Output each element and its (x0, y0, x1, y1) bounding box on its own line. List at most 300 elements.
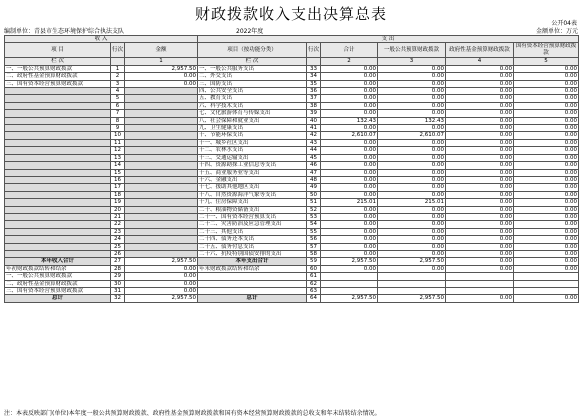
income-item-cell (5, 110, 111, 117)
capital-cell: 0.00 (514, 139, 579, 146)
income-line-cell: 27 (111, 258, 125, 265)
general-cell: 0.00 (378, 184, 446, 191)
income-line-cell: 28 (111, 265, 125, 272)
income-amount-cell (125, 243, 198, 250)
income-line-cell: 8 (111, 117, 125, 124)
expense-item-cell: 年末财政拨款结转和结余 (198, 265, 307, 272)
expense-item-cell: 十八、自然资源海洋气象等支出 (198, 191, 307, 198)
line-header-2: 行次 (307, 43, 321, 58)
income-line-cell: 9 (111, 125, 125, 132)
budget-table (4, 35, 579, 303)
capital-cell: 0.00 (514, 169, 579, 176)
expense-line-cell: 47 (307, 169, 321, 176)
expense-item-cell: 十七、援助其他地区支出 (198, 184, 307, 191)
general-cell: 0.00 (378, 65, 446, 72)
table-row (5, 110, 579, 117)
total-cell: 0.00 (321, 95, 378, 102)
expense-line-cell: 57 (307, 243, 321, 250)
income-line-cell: 16 (111, 176, 125, 183)
income-line-cell: 32 (111, 295, 125, 302)
func-item-header: 项目（按功能分类） (198, 43, 307, 58)
income-amount-cell (125, 213, 198, 220)
income-line-cell: 5 (111, 95, 125, 102)
fund-cell: 0.00 (446, 65, 514, 72)
fund-cell (446, 273, 514, 280)
income-line-cell: 15 (111, 169, 125, 176)
income-line-cell: 18 (111, 191, 125, 198)
income-line-cell: 31 (111, 288, 125, 295)
general-cell: 0.00 (378, 265, 446, 272)
income-line-cell: 23 (111, 228, 125, 235)
expense-item-cell: 三、国防支出 (198, 80, 307, 87)
capital-cell: 0.00 (514, 73, 579, 80)
fund-cell: 0.00 (446, 199, 514, 206)
income-amount-cell (125, 169, 198, 176)
income-line-cell: 30 (111, 280, 125, 287)
table-row (5, 199, 579, 206)
table-row (5, 295, 579, 302)
expense-item-cell: 六、科学技术支出 (198, 102, 307, 109)
expense-line-cell: 36 (307, 88, 321, 95)
total-cell: 0.00 (321, 221, 378, 228)
table-row (5, 243, 579, 250)
table-row (5, 236, 579, 243)
expense-item-cell: 一、一般公共服务支出 (198, 65, 307, 72)
table-row (5, 147, 579, 154)
general-cell: 0.00 (378, 243, 446, 250)
expense-line-cell: 58 (307, 250, 321, 257)
income-amount-cell: 0.00 (125, 288, 198, 295)
expense-line-cell: 62 (307, 280, 321, 287)
table-row (5, 250, 579, 257)
expense-line-cell: 34 (307, 73, 321, 80)
general-cell: 0.00 (378, 139, 446, 146)
income-item-cell (5, 139, 111, 146)
expense-item-cell: 十六、金融支出 (198, 176, 307, 183)
expense-line-cell: 38 (307, 102, 321, 109)
expense-line-cell: 53 (307, 213, 321, 220)
income-amount-cell (125, 139, 198, 146)
income-amount-cell: 2,957.50 (125, 65, 198, 72)
income-item-cell: 一、一般公共预算财政拨款 (5, 65, 111, 72)
total-cell: 0.00 (321, 213, 378, 220)
total-cell: 0.00 (321, 243, 378, 250)
fund-cell (446, 280, 514, 287)
table-row (5, 95, 579, 102)
fund-cell: 0.00 (446, 213, 514, 220)
general-cell: 0.00 (378, 95, 446, 102)
income-item-cell (5, 243, 111, 250)
fund-cell: 0.00 (446, 125, 514, 132)
fund-cell: 0.00 (446, 206, 514, 213)
expense-line-cell: 55 (307, 228, 321, 235)
total-cell: 0.00 (321, 147, 378, 154)
income-item-cell: 本年收入合计 (5, 258, 111, 265)
income-amount-cell (125, 110, 198, 117)
income-line-cell: 24 (111, 236, 125, 243)
total-cell: 2,610.07 (321, 132, 378, 139)
total-cell: 0.00 (321, 65, 378, 72)
total-cell (321, 273, 378, 280)
general-cell: 0.00 (378, 228, 446, 235)
income-amount-cell (125, 236, 198, 243)
general-cell: 0.00 (378, 176, 446, 183)
total-cell: 0.00 (321, 236, 378, 243)
income-header: 收 入 (5, 36, 198, 43)
general-cell: 0.00 (378, 102, 446, 109)
expense-item-cell (198, 280, 307, 287)
general-cell (378, 288, 446, 295)
total-cell: 2,957.50 (321, 258, 378, 265)
expense-item-cell: 十五、商业服务业等支出 (198, 169, 307, 176)
fund-cell: 0.00 (446, 295, 514, 302)
fund-cell: 0.00 (446, 162, 514, 169)
fund-cell: 0.00 (446, 102, 514, 109)
fund-cell: 0.00 (446, 221, 514, 228)
expense-line-cell: 54 (307, 221, 321, 228)
income-item-cell (5, 184, 111, 191)
income-item-cell (5, 221, 111, 228)
expense-line-cell: 37 (307, 95, 321, 102)
income-item-cell (5, 88, 111, 95)
income-item-cell (5, 213, 111, 220)
total-cell: 0.00 (321, 265, 378, 272)
general-cell: 0.00 (378, 206, 446, 213)
item-header: 项 目 (5, 43, 111, 58)
income-line-cell: 11 (111, 139, 125, 146)
income-line-cell: 4 (111, 88, 125, 95)
expense-line-cell: 33 (307, 65, 321, 72)
expense-item-cell: 七、文化旅游体育与传媒支出 (198, 110, 307, 117)
expense-item-cell: 十、节能环保支出 (198, 132, 307, 139)
table-row (5, 117, 579, 124)
income-amount-cell (125, 191, 198, 198)
col-num-1: 1 (125, 58, 198, 65)
expense-item-cell: 总计 (198, 295, 307, 302)
income-item-cell: 年初财政拨款结转和结余 (5, 265, 111, 272)
table-row (5, 265, 579, 272)
income-item-cell (5, 176, 111, 183)
table-row (5, 125, 579, 132)
table-row (5, 280, 579, 287)
total-cell: 0.00 (321, 154, 378, 161)
capital-cell: 0.00 (514, 162, 579, 169)
capital-cell: 0.00 (514, 80, 579, 87)
income-amount-cell: 0.00 (125, 80, 198, 87)
income-line-cell: 2 (111, 73, 125, 80)
table-row (5, 102, 579, 109)
income-item-cell: 二、政府性基金预算财政拨款 (5, 73, 111, 80)
line-header: 行次 (111, 43, 125, 58)
capital-cell: 0.00 (514, 176, 579, 183)
expense-item-cell: 二十六、抗疫特别国债安排的支出 (198, 250, 307, 257)
amount-header: 金额 (125, 43, 198, 58)
total-cell: 0.00 (321, 102, 378, 109)
total-cell: 0.00 (321, 73, 378, 80)
expense-line-cell: 42 (307, 132, 321, 139)
capital-cell: 0.00 (514, 65, 579, 72)
total-cell: 0.00 (321, 162, 378, 169)
capital-cell (514, 273, 579, 280)
income-item-cell (5, 132, 111, 139)
fund-cell: 0.00 (446, 73, 514, 80)
income-item-cell (5, 162, 111, 169)
income-amount-cell: 0.00 (125, 265, 198, 272)
total-cell: 0.00 (321, 125, 378, 132)
fund-cell: 0.00 (446, 176, 514, 183)
income-item-cell (5, 236, 111, 243)
table-row (5, 228, 579, 235)
expense-item-cell: 十一、城乡社区支出 (198, 139, 307, 146)
capital-cell: 0.00 (514, 295, 579, 302)
expense-line-cell: 49 (307, 184, 321, 191)
income-amount-cell: 0.00 (125, 73, 198, 80)
income-line-cell: 29 (111, 273, 125, 280)
fund-cell: 0.00 (446, 154, 514, 161)
capital-cell: 0.00 (514, 213, 579, 220)
income-amount-cell (125, 102, 198, 109)
expense-line-cell: 41 (307, 125, 321, 132)
income-item-cell: 三、国有资本经营预算财政拨款 (5, 80, 111, 87)
expense-item-cell: 十三、交通运输支出 (198, 154, 307, 161)
general-cell: 0.00 (378, 250, 446, 257)
general-cell: 0.00 (378, 110, 446, 117)
expense-header: 支 出 (198, 36, 579, 43)
income-line-cell: 17 (111, 184, 125, 191)
fund-cell: 0.00 (446, 250, 514, 257)
fund-cell: 0.00 (446, 191, 514, 198)
income-item-cell (5, 147, 111, 154)
fund-cell: 0.00 (446, 184, 514, 191)
expense-item-cell: 九、卫生健康支出 (198, 125, 307, 132)
table-row (5, 169, 579, 176)
expense-item-cell: 本年支出合计 (198, 258, 307, 265)
income-amount-cell: 0.00 (125, 280, 198, 287)
col-num-3: 3 (378, 58, 446, 65)
income-item-cell (5, 199, 111, 206)
expense-line-cell: 45 (307, 154, 321, 161)
total-cell: 0.00 (321, 176, 378, 183)
total-cell: 132.43 (321, 117, 378, 124)
expense-item-cell: 五、教育支出 (198, 95, 307, 102)
table-row (5, 154, 579, 161)
capital-cell: 0.00 (514, 228, 579, 235)
expense-line-cell: 44 (307, 147, 321, 154)
capital-cell: 0.00 (514, 117, 579, 124)
income-amount-cell (125, 132, 198, 139)
capital-cell: 0.00 (514, 206, 579, 213)
expense-item-cell: 二十三、其他支出 (198, 228, 307, 235)
income-amount-cell (125, 176, 198, 183)
table-row (5, 221, 579, 228)
capital-cell (514, 288, 579, 295)
table-row (5, 88, 579, 95)
report-year: 2022年度 (236, 28, 264, 35)
total-cell: 0.00 (321, 228, 378, 235)
income-line-cell: 26 (111, 250, 125, 257)
income-line-cell: 13 (111, 154, 125, 161)
expense-line-cell: 52 (307, 206, 321, 213)
expense-line-cell: 40 (307, 117, 321, 124)
general-cell: 215.01 (378, 199, 446, 206)
fund-cell: 0.00 (446, 95, 514, 102)
income-amount-cell (125, 147, 198, 154)
fund-cell: 0.00 (446, 117, 514, 124)
col-num-4: 4 (446, 58, 514, 65)
expense-item-cell: 八、社会保障和就业支出 (198, 117, 307, 124)
expense-line-cell: 35 (307, 80, 321, 87)
col-label: 栏 次 (5, 58, 111, 65)
fund-cell: 0.00 (446, 236, 514, 243)
general-cell: 0.00 (378, 147, 446, 154)
expense-item-cell: 二十一、国有资本经营预算支出 (198, 213, 307, 220)
income-line-cell: 20 (111, 206, 125, 213)
expense-line-cell: 50 (307, 191, 321, 198)
total-cell: 0.00 (321, 250, 378, 257)
table-row (5, 184, 579, 191)
capital-cell: 0.00 (514, 125, 579, 132)
general-cell: 0.00 (378, 236, 446, 243)
capital-cell: 0.00 (514, 147, 579, 154)
table-row (5, 162, 579, 169)
income-line-cell: 25 (111, 243, 125, 250)
form-number: 公开04表 (551, 20, 577, 27)
income-line-cell: 19 (111, 199, 125, 206)
unit-label: 编制单位：青县市生态环境保护综合执法支队 (4, 28, 125, 35)
total-cell: 0.00 (321, 191, 378, 198)
general-cell: 0.00 (378, 169, 446, 176)
fund-cell: 0.00 (446, 228, 514, 235)
total-cell: 0.00 (321, 139, 378, 146)
capital-cell: 0.00 (514, 191, 579, 198)
general-cell (378, 273, 446, 280)
expense-item-cell: 二十五、债务付息支出 (198, 243, 307, 250)
income-amount-cell (125, 199, 198, 206)
fund-cell: 0.00 (446, 139, 514, 146)
fund-cell: 0.00 (446, 265, 514, 272)
fund-cell: 0.00 (446, 88, 514, 95)
fund-cell: 0.00 (446, 169, 514, 176)
capital-cell: 0.00 (514, 265, 579, 272)
income-amount-cell (125, 250, 198, 257)
income-item-cell (5, 206, 111, 213)
expense-item-cell: 二十、粮油物资储备支出 (198, 206, 307, 213)
income-amount-cell (125, 221, 198, 228)
income-amount-cell (125, 154, 198, 161)
income-item-cell (5, 117, 111, 124)
fund-cell: 0.00 (446, 110, 514, 117)
fund-cell: 0.00 (446, 243, 514, 250)
col-label-2: 栏 次 (198, 58, 307, 65)
income-amount-cell (125, 184, 198, 191)
total-cell: 0.00 (321, 184, 378, 191)
table-row (5, 80, 579, 87)
income-amount-cell: 2,957.50 (125, 295, 198, 302)
general-cell: 0.00 (378, 88, 446, 95)
expense-line-cell: 64 (307, 295, 321, 302)
fund-cell: 0.00 (446, 132, 514, 139)
income-line-cell: 3 (111, 80, 125, 87)
capital-cell: 0.00 (514, 250, 579, 257)
table-row (5, 73, 579, 80)
fund-cell: 0.00 (446, 80, 514, 87)
fund-budget-header: 政府性基金预算财政拨款 (446, 43, 514, 58)
capital-cell: 0.00 (514, 132, 579, 139)
table-row (5, 258, 579, 265)
expense-line-cell: 56 (307, 236, 321, 243)
expense-item-cell: 十二、农林水支出 (198, 147, 307, 154)
income-amount-cell: 2,957.50 (125, 258, 198, 265)
table-row (5, 132, 579, 139)
income-amount-cell: 0.00 (125, 273, 198, 280)
total-cell (321, 280, 378, 287)
expense-item-cell: 二十四、债务还本支出 (198, 236, 307, 243)
income-line-cell: 21 (111, 213, 125, 220)
income-amount-cell (125, 206, 198, 213)
income-item-cell: 二、政府性基金预算财政拨款 (5, 280, 111, 287)
fund-cell: 0.00 (446, 147, 514, 154)
income-item-cell: 总计 (5, 295, 111, 302)
expense-line-cell: 63 (307, 288, 321, 295)
total-header: 合计 (321, 43, 378, 58)
income-amount-cell (125, 88, 198, 95)
col-num-2: 2 (321, 58, 378, 65)
expense-item-cell: 十九、住房保障支出 (198, 199, 307, 206)
capital-cell: 0.00 (514, 221, 579, 228)
currency-unit: 金额单位：万元 (535, 28, 578, 35)
table-row (5, 65, 579, 72)
capital-cell (514, 280, 579, 287)
income-item-cell (5, 169, 111, 176)
capital-cell: 0.00 (514, 102, 579, 109)
income-item-cell (5, 154, 111, 161)
general-cell: 132.43 (378, 117, 446, 124)
income-item-cell (5, 125, 111, 132)
general-cell: 2,957.50 (378, 258, 446, 265)
total-cell: 0.00 (321, 88, 378, 95)
income-line-cell: 14 (111, 162, 125, 169)
income-item-cell (5, 250, 111, 257)
general-cell: 2,610.07 (378, 132, 446, 139)
footnote: 注：本表反映部门(单位)本年度一般公共预算财政拨款、政府性基金预算财政拨款和国有资本经营预算财政拨款的总收支和年末结转结余情况。 (4, 410, 381, 417)
income-amount-cell (125, 228, 198, 235)
income-item-cell (5, 191, 111, 198)
expense-line-cell: 51 (307, 199, 321, 206)
general-cell: 0.00 (378, 125, 446, 132)
expense-line-cell: 39 (307, 110, 321, 117)
income-item-cell (5, 228, 111, 235)
total-cell: 0.00 (321, 206, 378, 213)
total-cell: 215.01 (321, 199, 378, 206)
col-num-5: 5 (514, 58, 579, 65)
expense-line-cell: 46 (307, 162, 321, 169)
income-item-cell (5, 95, 111, 102)
income-item-cell: 一、一般公共预算财政拨款 (5, 273, 111, 280)
general-cell: 0.00 (378, 73, 446, 80)
expense-item-cell: 二、外交支出 (198, 73, 307, 80)
total-cell: 2,957.50 (321, 295, 378, 302)
capital-cell: 0.00 (514, 184, 579, 191)
table-row (5, 206, 579, 213)
capital-cell: 0.00 (514, 88, 579, 95)
total-cell: 0.00 (321, 80, 378, 87)
general-cell (378, 280, 446, 287)
table-row (5, 273, 579, 280)
page-title: 财政拨款收入支出决算总表 (194, 5, 387, 23)
capital-cell: 0.00 (514, 154, 579, 161)
total-cell: 0.00 (321, 110, 378, 117)
income-amount-cell (125, 95, 198, 102)
